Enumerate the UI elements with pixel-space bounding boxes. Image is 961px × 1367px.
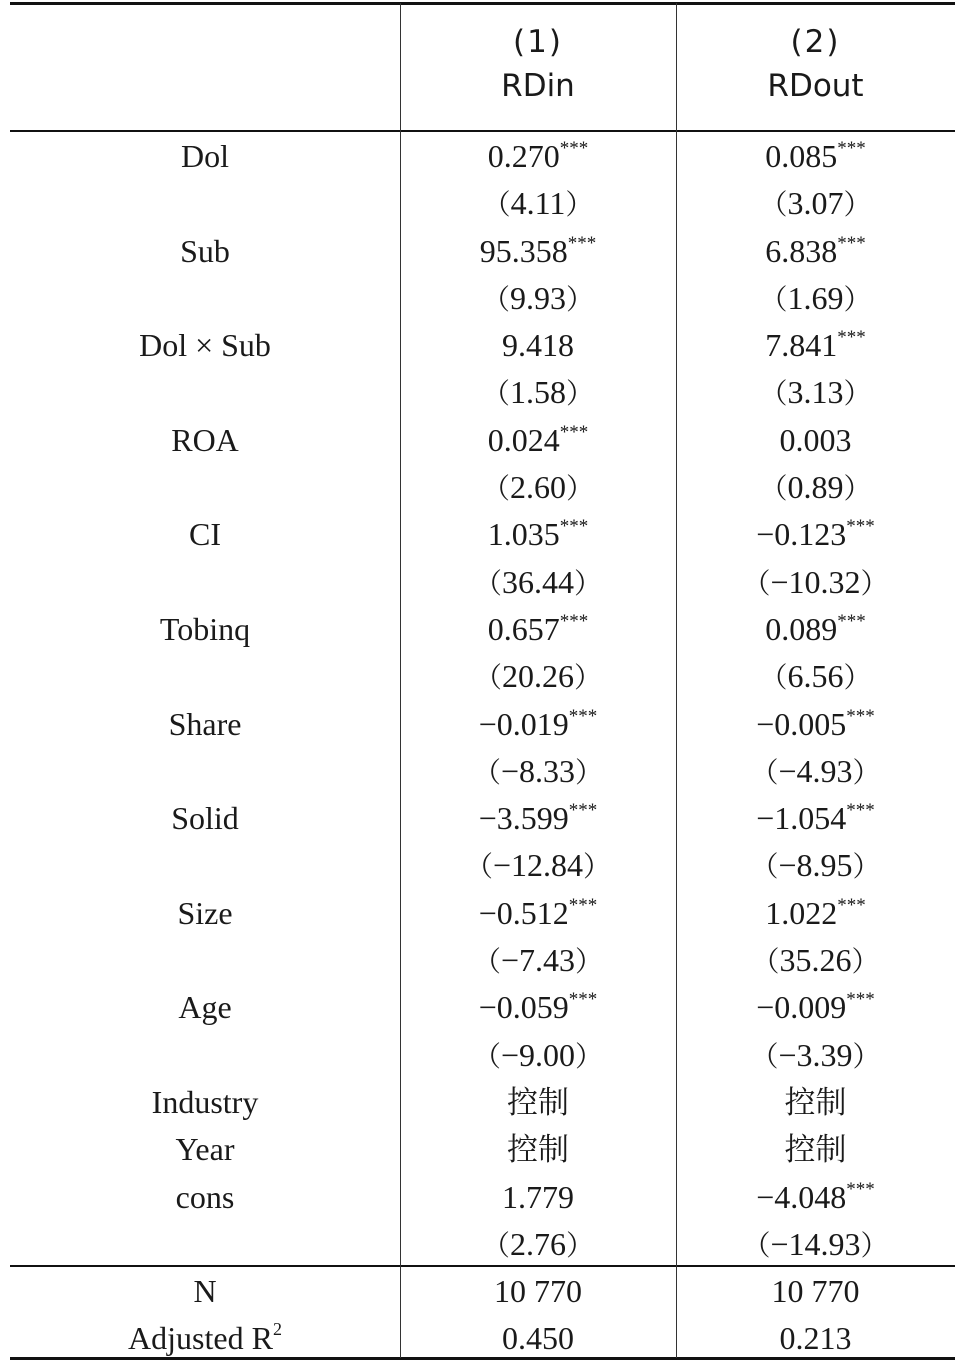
tstat-cell-2 bbox=[676, 369, 955, 417]
open-paren: （ bbox=[759, 661, 788, 695]
column-2-name: RDout bbox=[767, 68, 864, 104]
coef-cell-1 bbox=[400, 511, 676, 558]
coef-cell-2 bbox=[676, 511, 955, 558]
significance-stars: *** bbox=[559, 421, 589, 443]
tstat-cell-1 bbox=[400, 559, 676, 607]
cell-value: 3.07 bbox=[787, 185, 844, 222]
open-paren: （ bbox=[742, 566, 771, 600]
cell-value: 20.26 bbox=[502, 658, 574, 695]
cell-value: −0.059 bbox=[478, 989, 569, 1026]
open-paren: （ bbox=[464, 850, 493, 884]
tstat-cell-1 bbox=[400, 180, 676, 228]
close-paren: ） bbox=[852, 755, 881, 789]
tstat-cell-1 bbox=[400, 653, 676, 701]
tstat-cell-1 bbox=[400, 937, 676, 985]
table-row bbox=[10, 606, 955, 653]
close-paren: ） bbox=[566, 377, 595, 411]
cell-value: −0.123 bbox=[756, 516, 847, 553]
adjusted-r2-value-2: 0.213 bbox=[779, 1320, 852, 1357]
table-row-tstat bbox=[10, 275, 955, 322]
coef-cell-1 bbox=[400, 1126, 676, 1174]
close-paren: ） bbox=[566, 472, 595, 506]
cell-value: 1.022 bbox=[765, 894, 838, 931]
significance-stars: *** bbox=[837, 894, 866, 916]
table-row bbox=[10, 322, 955, 369]
n-value-1: 10 770 bbox=[494, 1273, 582, 1309]
table-row bbox=[10, 511, 955, 558]
open-paren: （ bbox=[481, 282, 510, 316]
cell-value: 35.26 bbox=[779, 942, 852, 979]
coef-cell-1 bbox=[400, 984, 676, 1031]
tstat-cell-2 bbox=[676, 464, 955, 512]
table-row-tstat bbox=[10, 653, 955, 700]
significance-stars: *** bbox=[846, 516, 875, 538]
open-paren: （ bbox=[742, 1228, 771, 1262]
close-paren: ） bbox=[843, 472, 872, 506]
close-paren: ） bbox=[852, 850, 881, 884]
close-paren: ） bbox=[565, 188, 594, 222]
cell-value: 95.358 bbox=[479, 232, 568, 269]
cell-value: −4.048 bbox=[756, 1178, 847, 1215]
cell-value: −0.009 bbox=[756, 989, 847, 1026]
cell-value: 控制 bbox=[784, 1132, 847, 1169]
open-paren: （ bbox=[750, 1039, 779, 1073]
table-row bbox=[10, 228, 955, 275]
row-label: Solid bbox=[171, 800, 239, 837]
cell-value: −0.019 bbox=[478, 705, 569, 742]
significance-stars: *** bbox=[846, 705, 875, 727]
open-paren: （ bbox=[482, 188, 511, 222]
cell-value: −8.33 bbox=[500, 752, 576, 789]
table-row-tstat bbox=[10, 1032, 955, 1079]
cell-value: 控制 bbox=[507, 1084, 569, 1121]
close-paren: ） bbox=[852, 1039, 881, 1073]
cell-value: 0.089 bbox=[765, 610, 838, 647]
cell-value: −8.95 bbox=[778, 847, 853, 884]
row-label: Age bbox=[178, 989, 232, 1026]
cell-value: 1.035 bbox=[487, 516, 560, 553]
table-row bbox=[10, 1126, 955, 1173]
coef-cell-2 bbox=[676, 606, 955, 653]
open-paren: （ bbox=[472, 755, 501, 789]
coef-cell-2 bbox=[676, 322, 955, 369]
close-paren: ） bbox=[843, 282, 872, 316]
close-paren: ） bbox=[860, 1228, 889, 1262]
cell-value: −4.93 bbox=[778, 752, 853, 789]
adjusted-r2-row bbox=[10, 1315, 955, 1362]
cell-value: 6.838 bbox=[765, 232, 838, 269]
table-row-tstat bbox=[10, 180, 955, 227]
cell-value: −12.84 bbox=[492, 847, 584, 884]
tstat-cell-2 bbox=[676, 559, 955, 607]
open-paren: （ bbox=[759, 282, 788, 316]
tstat-cell-2 bbox=[676, 180, 955, 228]
cell-value: 0.89 bbox=[787, 469, 844, 506]
open-paren: （ bbox=[481, 377, 510, 411]
cell-value: 2.60 bbox=[510, 469, 566, 506]
row-label: Share bbox=[168, 705, 242, 742]
coef-cell-2 bbox=[676, 890, 955, 937]
cell-value: −3.39 bbox=[778, 1036, 853, 1073]
row-label: Industry bbox=[151, 1083, 259, 1120]
adjusted-r2-label-cell bbox=[10, 1315, 400, 1362]
column-header-2 bbox=[676, 20, 955, 120]
table-row bbox=[10, 701, 955, 748]
cell-value: 3.13 bbox=[787, 374, 844, 411]
cell-value: 2.76 bbox=[510, 1225, 566, 1262]
column-2-number: (2) bbox=[790, 24, 841, 60]
column-1-number: (1) bbox=[513, 24, 563, 60]
close-paren: ） bbox=[843, 377, 872, 411]
open-paren: （ bbox=[481, 1228, 510, 1262]
open-paren: （ bbox=[473, 661, 502, 695]
cell-value: −10.32 bbox=[770, 563, 861, 600]
coef-cell-1 bbox=[400, 795, 676, 842]
significance-stars: *** bbox=[837, 610, 866, 632]
coef-cell-2 bbox=[676, 701, 955, 748]
significance-stars: *** bbox=[559, 138, 589, 159]
table-row bbox=[10, 417, 955, 464]
n-label: N bbox=[193, 1273, 217, 1309]
close-paren: ） bbox=[583, 850, 612, 884]
cell-value: −0.005 bbox=[756, 705, 847, 742]
open-paren: （ bbox=[472, 945, 501, 979]
open-paren: （ bbox=[472, 1039, 501, 1073]
table-row-tstat bbox=[10, 464, 955, 511]
row-label: Sub bbox=[180, 232, 230, 269]
cell-value: 1.58 bbox=[510, 374, 566, 411]
table-row bbox=[10, 1079, 955, 1126]
tstat-cell-1 bbox=[400, 1221, 676, 1269]
table-body bbox=[10, 133, 955, 1268]
cell-value: −0.512 bbox=[478, 894, 569, 931]
cell-value: 4.11 bbox=[510, 185, 566, 222]
adjusted-r2-label: Adjusted R bbox=[128, 1320, 273, 1357]
open-paren: （ bbox=[481, 472, 510, 506]
cell-value: 0.657 bbox=[487, 610, 560, 647]
table-footer bbox=[10, 1268, 955, 1363]
close-paren: ） bbox=[574, 661, 603, 695]
significance-stars: *** bbox=[846, 800, 875, 822]
cell-value: 控制 bbox=[784, 1084, 847, 1121]
table-row-tstat bbox=[10, 1221, 955, 1268]
cell-value: −3.599 bbox=[478, 800, 569, 837]
close-paren: ） bbox=[575, 1039, 604, 1073]
tstat-cell-1 bbox=[400, 1032, 676, 1080]
table-row bbox=[10, 133, 955, 180]
significance-stars: *** bbox=[567, 232, 597, 254]
table-row-tstat bbox=[10, 842, 955, 889]
tstat-cell-1 bbox=[400, 464, 676, 512]
cell-value: 控制 bbox=[507, 1132, 569, 1169]
coef-cell-2 bbox=[676, 984, 955, 1031]
close-paren: ） bbox=[566, 1228, 595, 1262]
coef-cell-2 bbox=[676, 1079, 955, 1127]
tstat-cell-2 bbox=[676, 937, 955, 985]
close-paren: ） bbox=[574, 566, 603, 600]
n-row bbox=[10, 1268, 955, 1315]
coef-cell-2 bbox=[676, 1174, 955, 1221]
open-paren: （ bbox=[759, 377, 788, 411]
tstat-cell-1 bbox=[400, 369, 676, 417]
row-label: cons bbox=[175, 1178, 235, 1215]
coef-cell-1 bbox=[400, 701, 676, 748]
coef-cell-1 bbox=[400, 228, 676, 275]
open-paren: （ bbox=[751, 945, 780, 979]
table-row bbox=[10, 1174, 955, 1221]
row-label: Dol × Sub bbox=[139, 327, 271, 364]
significance-stars: *** bbox=[837, 232, 866, 254]
table-row bbox=[10, 890, 955, 937]
n-value-2: 10 770 bbox=[771, 1273, 860, 1309]
cell-value: −7.43 bbox=[500, 942, 576, 979]
open-paren: （ bbox=[750, 755, 779, 789]
open-paren: （ bbox=[759, 188, 788, 222]
header-rule bbox=[10, 130, 955, 132]
cell-value: 36.44 bbox=[502, 563, 574, 600]
cell-value: −14.93 bbox=[770, 1225, 861, 1262]
significance-stars: *** bbox=[568, 894, 598, 916]
tstat-cell-2 bbox=[676, 275, 955, 323]
close-paren: ） bbox=[575, 755, 604, 789]
cell-value: −9.00 bbox=[500, 1036, 576, 1073]
coef-cell-1 bbox=[400, 606, 676, 653]
table-row-tstat bbox=[10, 559, 955, 606]
tstat-cell-2 bbox=[676, 653, 955, 701]
open-paren: （ bbox=[759, 472, 788, 506]
cell-value: 0.003 bbox=[779, 421, 852, 458]
significance-stars: *** bbox=[846, 1178, 875, 1200]
row-label: Tobinq bbox=[159, 610, 251, 647]
significance-stars: *** bbox=[568, 989, 598, 1011]
coef-cell-2 bbox=[676, 795, 955, 842]
adjusted-r2-superscript: 2 bbox=[272, 1319, 282, 1340]
cell-value: 0.024 bbox=[487, 421, 560, 458]
cell-value: 9.418 bbox=[502, 327, 574, 364]
significance-stars: *** bbox=[568, 705, 598, 727]
column-1-name: RDin bbox=[501, 68, 575, 104]
table-row bbox=[10, 984, 955, 1031]
coef-cell-2 bbox=[676, 417, 955, 464]
cell-value: 6.56 bbox=[787, 658, 844, 695]
open-paren: （ bbox=[473, 566, 502, 600]
row-label: CI bbox=[189, 516, 221, 553]
tstat-cell-1 bbox=[400, 275, 676, 323]
significance-stars: *** bbox=[846, 989, 875, 1011]
cell-value: 9.93 bbox=[510, 279, 566, 316]
significance-stars: *** bbox=[568, 800, 598, 822]
cell-value: −1.054 bbox=[756, 800, 847, 837]
row-label: Size bbox=[177, 894, 233, 931]
coef-cell-1 bbox=[400, 322, 676, 369]
coef-cell-2 bbox=[676, 228, 955, 275]
open-paren: （ bbox=[750, 850, 779, 884]
tstat-cell-2 bbox=[676, 748, 955, 796]
significance-stars: *** bbox=[559, 610, 589, 632]
top-rule bbox=[10, 2, 955, 5]
close-paren: ） bbox=[566, 282, 595, 316]
row-label: Year bbox=[175, 1131, 235, 1168]
coef-cell-1 bbox=[400, 417, 676, 464]
cell-value: 1.69 bbox=[787, 279, 844, 316]
coef-cell-2 bbox=[676, 133, 955, 180]
cell-value: 0.270 bbox=[487, 138, 560, 174]
close-paren: ） bbox=[843, 661, 872, 695]
tstat-cell-2 bbox=[676, 842, 955, 890]
significance-stars: *** bbox=[837, 327, 866, 349]
close-paren: ） bbox=[575, 945, 604, 979]
coef-cell-1 bbox=[400, 1079, 676, 1127]
coef-cell-1 bbox=[400, 890, 676, 937]
table-row-tstat bbox=[10, 748, 955, 795]
table-row-tstat bbox=[10, 369, 955, 416]
close-paren: ） bbox=[860, 566, 889, 600]
column-header-1 bbox=[400, 20, 676, 120]
cell-value: 7.841 bbox=[765, 327, 838, 364]
row-label: Dol bbox=[181, 138, 229, 174]
tstat-cell-1 bbox=[400, 748, 676, 796]
cell-value: 0.085 bbox=[765, 138, 838, 174]
close-paren: ） bbox=[851, 945, 880, 979]
adjusted-r2-value-1: 0.450 bbox=[502, 1320, 574, 1357]
regression-table bbox=[10, 0, 955, 1362]
tstat-cell-1 bbox=[400, 842, 676, 890]
tstat-cell-2 bbox=[676, 1032, 955, 1080]
tstat-cell-2 bbox=[676, 1221, 955, 1269]
coef-cell-1 bbox=[400, 133, 676, 180]
close-paren: ） bbox=[843, 188, 872, 222]
significance-stars: *** bbox=[837, 138, 866, 159]
cell-value: 1.779 bbox=[502, 1178, 574, 1215]
coef-cell-1 bbox=[400, 1174, 676, 1221]
table-row-tstat bbox=[10, 937, 955, 984]
row-label: ROA bbox=[171, 421, 239, 458]
table-row bbox=[10, 795, 955, 842]
significance-stars: *** bbox=[559, 516, 589, 538]
coef-cell-2 bbox=[676, 1126, 955, 1174]
